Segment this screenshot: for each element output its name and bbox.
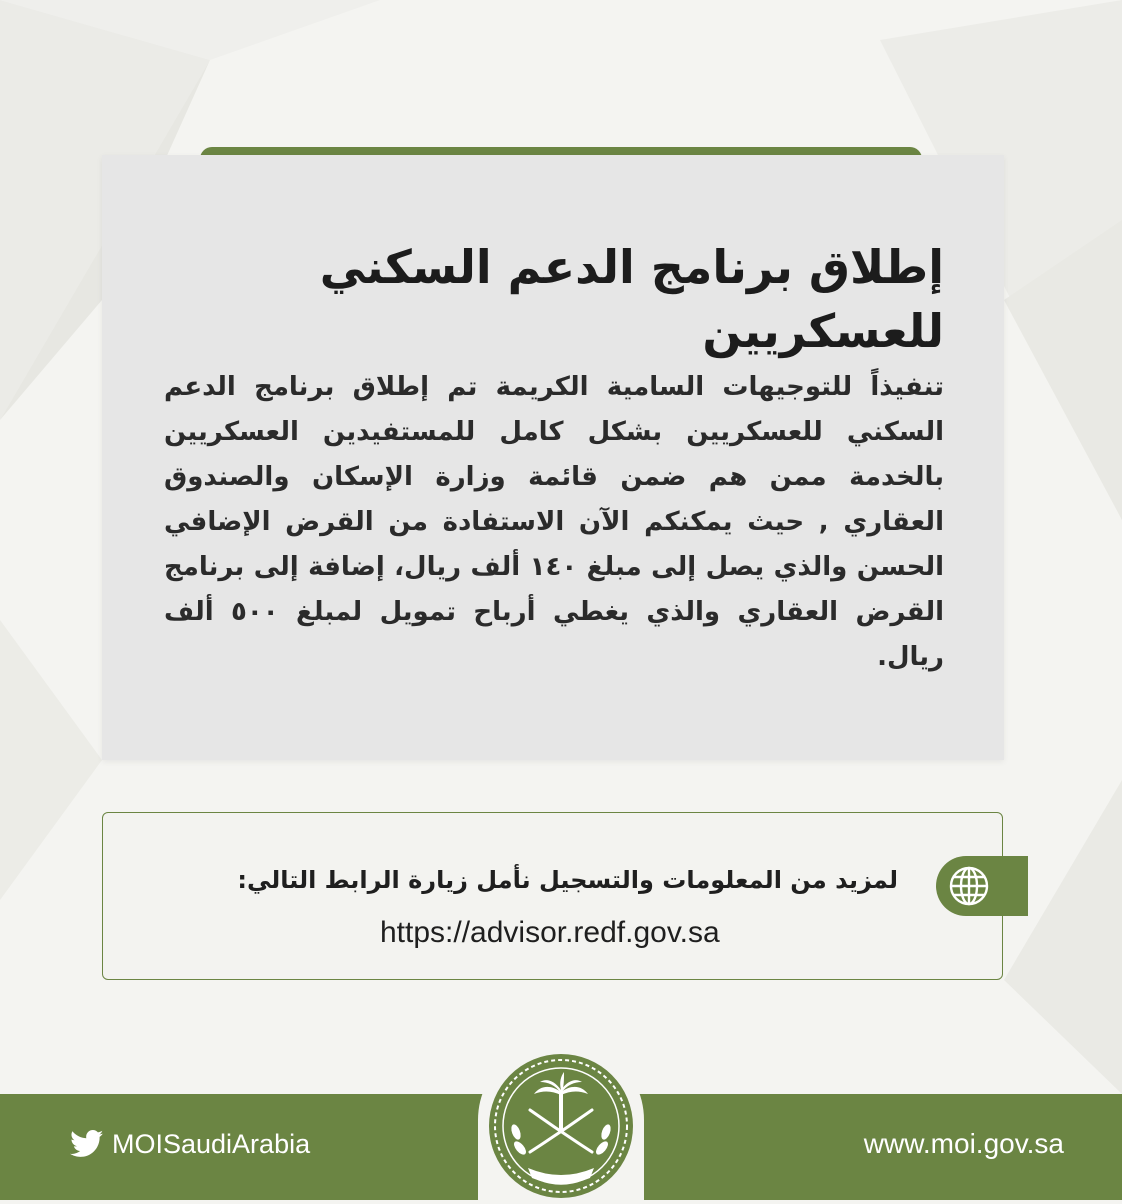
twitter-link[interactable]: [70, 1124, 310, 1164]
moi-emblem-icon: [478, 1040, 644, 1200]
announcement-card: [102, 155, 1004, 760]
card-title: إطلاق برنامج الدعم السكني للعسكريين: [319, 240, 944, 358]
link-label: لمزيد من المعلومات والتسجيل نأمل زيارة الرابط التالي:: [237, 866, 898, 894]
globe-icon: [946, 863, 992, 909]
website-link[interactable]: www.moi.gov.sa: [863, 1128, 1064, 1159]
twitter-bird-icon: [70, 1130, 104, 1158]
emblem: [478, 1040, 644, 1200]
card-body-text: تنفيذاً للتوجيهات السامية الكريمة تم إطلاق برنامج الدعم السكني للعسكريين بشكل كامل للمستفيدين العسكريين بالخدمة ممن هم ضمن قائمة وزارة الإسكان والصندوق العقاري , حيث يمكنكم الآن الاستفادة من القرض الإضافي الحسن والذي يصل إلى مبلغ ١٤٠ ألف ريال، إضافة إلى برنامج القرض العقاري والذي يغطي أرباح تمويل لمبلغ ٥٠٠ ألف ريال.: [164, 372, 944, 672]
globe-tab: [936, 856, 1028, 916]
twitter-handle: MOISaudiArabia: [112, 1128, 311, 1159]
registration-link[interactable]: https://advisor.redf.gov.sa: [380, 916, 720, 949]
